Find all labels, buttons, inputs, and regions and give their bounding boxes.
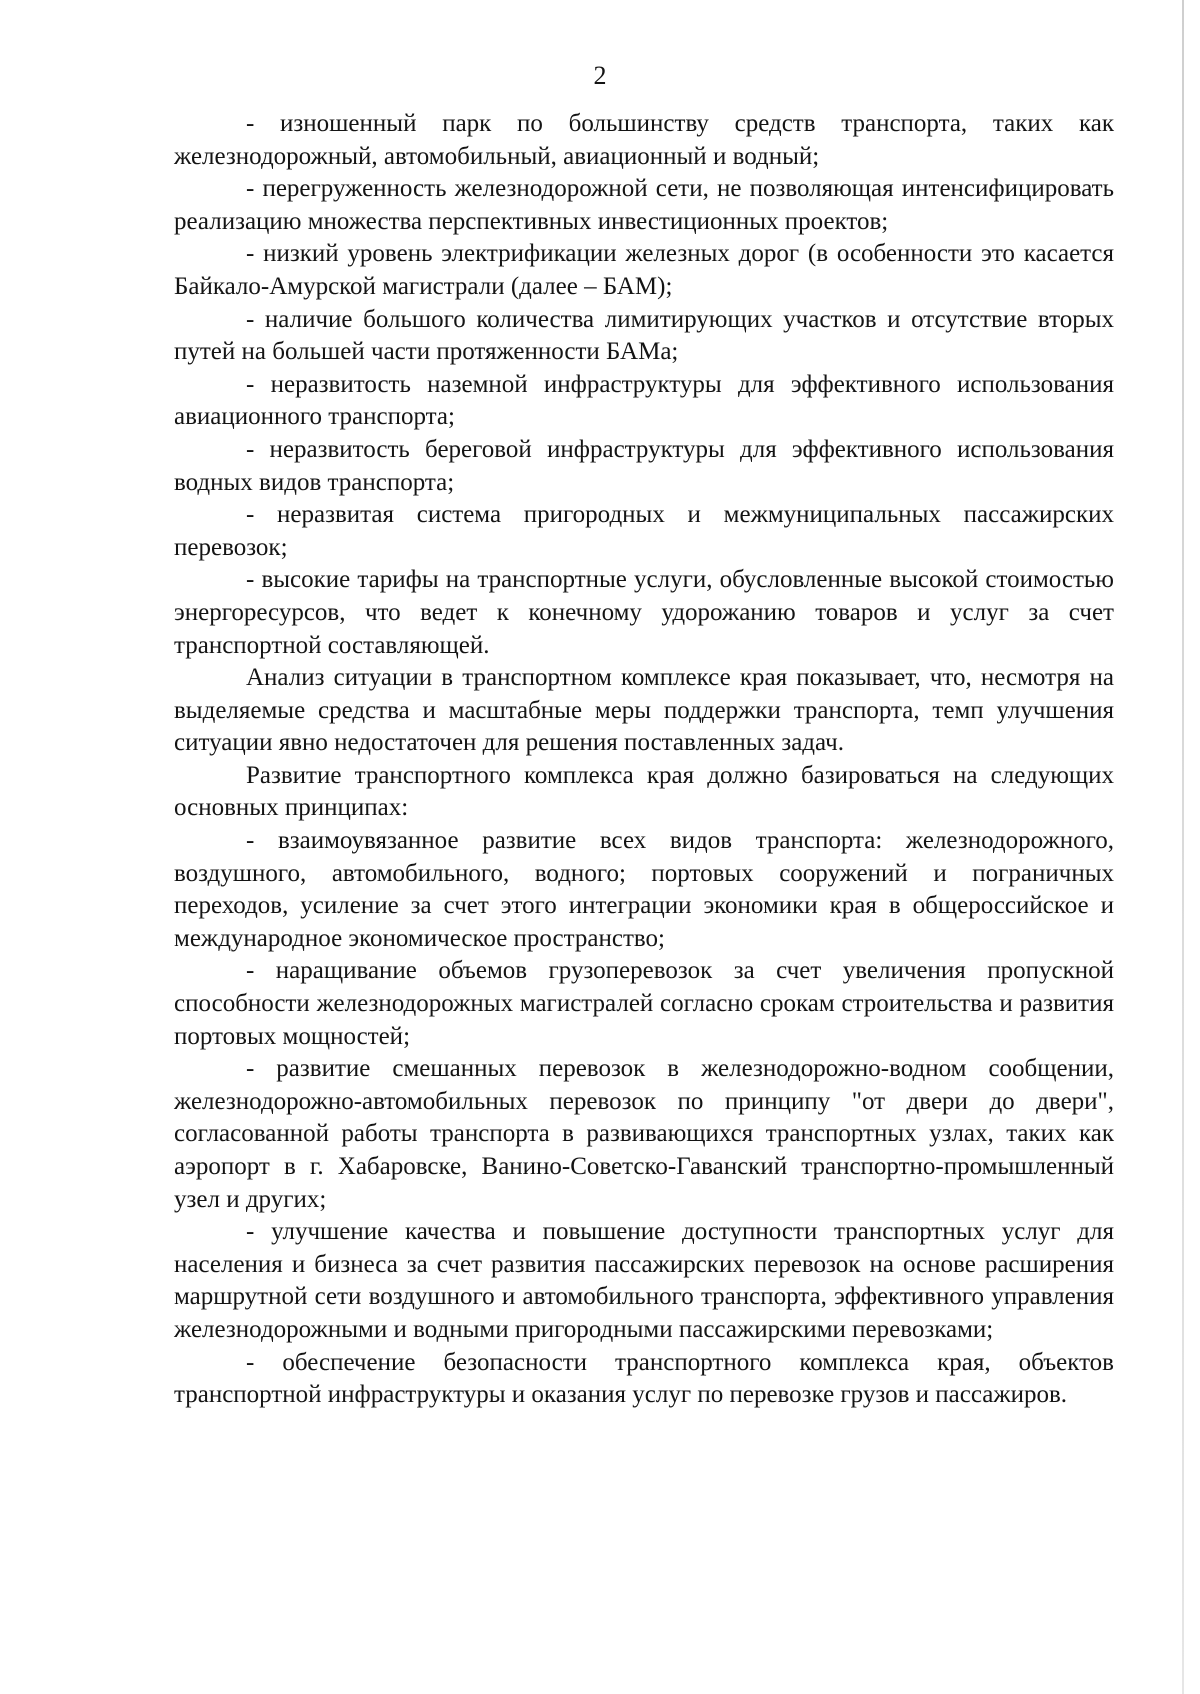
paragraph-mixed-transport: - развитие смешанных перевозок в железнодорожно-водном сообщении, железнодорожно-автомобильных перевозок по принципу "от двери до двери", согласованной работы транспорта в развивающихся транспортных узлах, таких как аэропорт в г. Хабаровске, Ванино-Советско-Гаванский транспортно-промышленный узел и других; <box>174 1055 1114 1213</box>
paragraph-suburban-transport: - неразвитая система пригородных и межмуниципальных пассажирских перевозок; <box>174 501 1114 561</box>
paragraph-high-tariffs: - высокие тарифы на транспортные услуги, обусловленные высокой стоимостью энергоресурсов, что ведет к конечному удорожанию товаров и услуг за счет транспортной составляющей. <box>174 566 1114 659</box>
scan-edge-line <box>1182 0 1184 1694</box>
paragraph-limiting-sections: - наличие большого количества лимитирующих участков и отсутствие вторых путей на большей части протяженности БАМа; <box>174 305 1114 366</box>
paragraph-integrated-development: - взаимоувязанное развитие всех видов транспорта: железнодорожного, воздушного, автомобильного, водного; портовых сооружений и пограничных переходов, усиление за счет этого интеграции экономики края в общероссийское и международное экономическое пространство; <box>174 827 1114 952</box>
paragraph-safety: - обеспечение безопасности транспортного комплекса края, объектов транспортной инфраструктуры и оказания услуг по перевозке грузов и пассажиров. <box>174 1348 1114 1409</box>
paragraph-coastal-infrastructure: - неразвитость береговой инфраструктуры для эффективного использования водных видов транспорта; <box>174 435 1114 496</box>
paragraph-rail-congestion: - перегруженность железнодорожной сети, не позволяющая интенсифицировать реализацию множества перспективных инвестиционных проектов; <box>174 175 1114 235</box>
paragraph-worn-fleet: - изношенный парк по большинству средств транспорта, таких как железнодорожный, автомобильный, авиационный и водный; <box>174 110 1114 170</box>
paragraph-service-quality: - улучшение качества и повышение доступности транспортных услуг для населения и бизнеса за счет развития пассажирских перевозок на основе расширения маршрутной сети воздушного и автомобильного транспорта, эффективного управления железнодорожными и водными пригородными пассажирскими перевозками; <box>174 1218 1114 1343</box>
paragraph-electrification: - низкий уровень электрификации железных дорог (в особенности это касается Байкало-Амурской магистрали (далее – БАМ); <box>174 240 1114 300</box>
page-number: 2 <box>593 61 607 90</box>
document-body <box>174 108 1114 1412</box>
paragraph-freight-volume: - наращивание объемов грузоперевозок за счет увеличения пропускной способности железнодорожных магистралей согласно срокам строительства и развития портовых мощностей; <box>174 957 1114 1050</box>
paragraph-analysis: Анализ ситуации в транспортном комплексе края показывает, что, несмотря на выделяемые средства и масштабные меры поддержки транспорта, темп улучшения ситуации явно недостаточен для решения поставленных задач. <box>174 664 1114 757</box>
paragraph-ground-infrastructure: - неразвитость наземной инфраструктуры для эффективного использования авиационного транспорта; <box>174 370 1114 431</box>
paragraph-principles-intro: Развитие транспортного комплекса края должно базироваться на следующих основных принципах: <box>174 761 1114 822</box>
